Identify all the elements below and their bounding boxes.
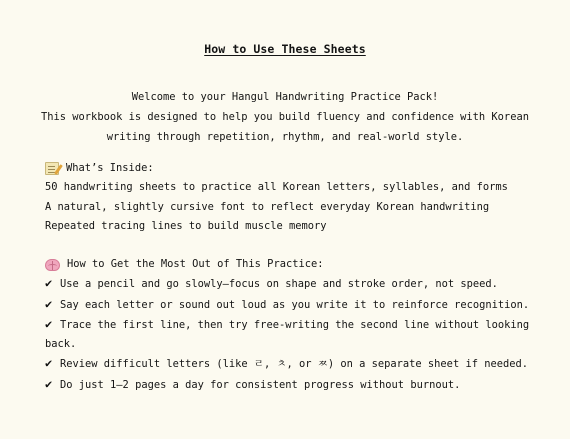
tip-item bbox=[45, 354, 545, 374]
brain-icon bbox=[45, 259, 60, 271]
page-title: How to Use These Sheets bbox=[204, 42, 366, 56]
tip-item bbox=[45, 295, 545, 315]
tip-text: Say each letter or sound out loud as you write it to reinforce recognition. bbox=[60, 298, 530, 311]
list-item: 50 handwriting sheets to practice all Korean letters, syllables, and forms bbox=[45, 181, 508, 194]
intro-line: Welcome to your Hangul Handwriting Practice Pack! bbox=[131, 91, 439, 103]
check-mark-icon: ✔ bbox=[45, 296, 53, 311]
how-to-heading bbox=[45, 255, 545, 274]
tip-text: Trace the first line, then try free-writing the second line without looking bbox=[60, 318, 530, 331]
memo-icon bbox=[45, 162, 59, 175]
how-to-section bbox=[45, 255, 545, 395]
whats-inside-heading-text: What’s Inside: bbox=[66, 162, 154, 174]
how-to-heading-text: How to Get the Most Out of This Practice: bbox=[67, 258, 324, 270]
tip-item bbox=[45, 274, 545, 294]
check-mark-icon: ✔ bbox=[45, 356, 53, 371]
check-mark-icon: ✔ bbox=[45, 316, 53, 331]
list-item: Repeated tracing lines to build muscle memory bbox=[45, 219, 327, 232]
intro-line: writing through repetition, rhythm, and real-world style. bbox=[106, 131, 464, 143]
check-mark-icon: ✔ bbox=[45, 276, 53, 291]
tip-text: Review difficult letters (like ㄹ, ㅊ, or ㅉ) on a separate sheet if needed. bbox=[60, 358, 529, 371]
tip-text: Use a pencil and go slowly—focus on shape and stroke order, not speed. bbox=[60, 278, 498, 291]
tip-item bbox=[45, 375, 545, 395]
check-mark-icon: ✔ bbox=[45, 376, 53, 391]
whats-inside-heading bbox=[45, 159, 545, 178]
intro-line: This workbook is designed to help you build fluency and confidence with Korean bbox=[41, 111, 529, 123]
list-item: A natural, slightly cursive font to reflect everyday Korean handwriting bbox=[45, 200, 490, 213]
tip-continuation: back. bbox=[45, 338, 77, 351]
whats-inside-section bbox=[45, 159, 545, 236]
tip-item bbox=[45, 315, 545, 335]
intro-paragraph bbox=[0, 87, 570, 147]
tip-text: Do just 1–2 pages a day for consistent progress without burnout. bbox=[60, 378, 461, 391]
